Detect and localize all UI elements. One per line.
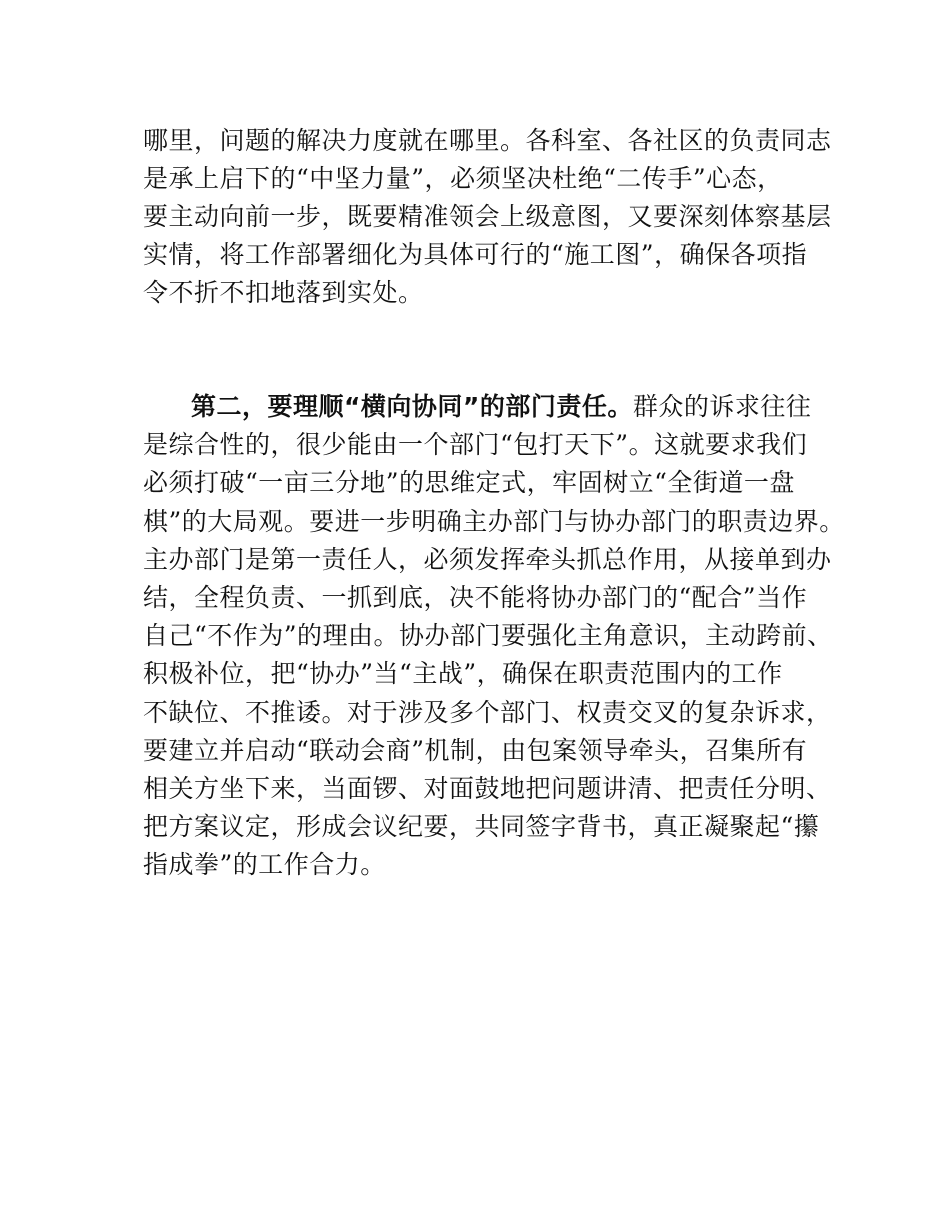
paragraph-line: 积极补位，把“协办”当“主战”，确保在职责范围内的工作 [143,659,783,689]
paragraph-line-rest: 群众的诉求往往 [632,392,812,421]
paragraph-line: 实情，将工作部署细化为具体可行的“施工图”，确保各项指 [143,240,808,269]
paragraph-first-line [143,388,823,426]
paragraph-2 [143,388,845,884]
paragraph-line: 是承上启下的“中坚力量”，必须坚决杜绝“二传手”心态， [143,164,783,193]
paragraph-line: 相关方坐下来，当面锣、对面鼓地把问题讲清、把责任分明、 [143,773,832,803]
paragraph-line: 令不折不扣地落到实处。 [143,278,424,307]
paragraph-line: 主办部门是第一责任人，必须发挥牵头抓总作用，从接单到办 [143,544,832,574]
paragraph-1 [143,122,832,312]
paragraph-line: 自己“不作为”的理由。协办部门要强化主角意识，主动跨前、 [143,621,833,651]
paragraph-line: 哪里，问题的解决力度就在哪里。各科室、各社区的负责同志 [143,126,832,155]
paragraph-line: 把方案议定，形成会议纪要，共同签字背书，真正凝聚起“攥 [143,812,820,842]
paragraph-line: 不缺位、不推诿。对于涉及多个部门、权责交叉的复杂诉求， [143,697,832,727]
paragraph-line: 是综合性的，很少能由一个部门“包打天下”。这就要求我们 [143,430,808,460]
paragraph-line: 必须打破“一亩三分地”的思维定式，牢固树立“全街道一盘 [143,468,795,498]
paragraph-line: 结，全程负责、一抓到底，决不能将协办部门的“配合”当作 [143,582,808,612]
paragraph-lead-heading: 第二，要理顺“横向协同”的部门责任。 [191,392,633,421]
paragraph-line: 要建立并启动“联动会商”机制，由包案领导牵头，召集所有 [143,735,808,765]
paragraph-line: 指成拳”的工作合力。 [143,850,386,880]
paragraph-line: 要主动向前一步，既要精准领会上级意图，又要深刻体察基层 [143,202,832,231]
paragraph-line: 棋”的大局观。要进一步明确主办部门与协办部门的职责边界。 [143,506,845,536]
